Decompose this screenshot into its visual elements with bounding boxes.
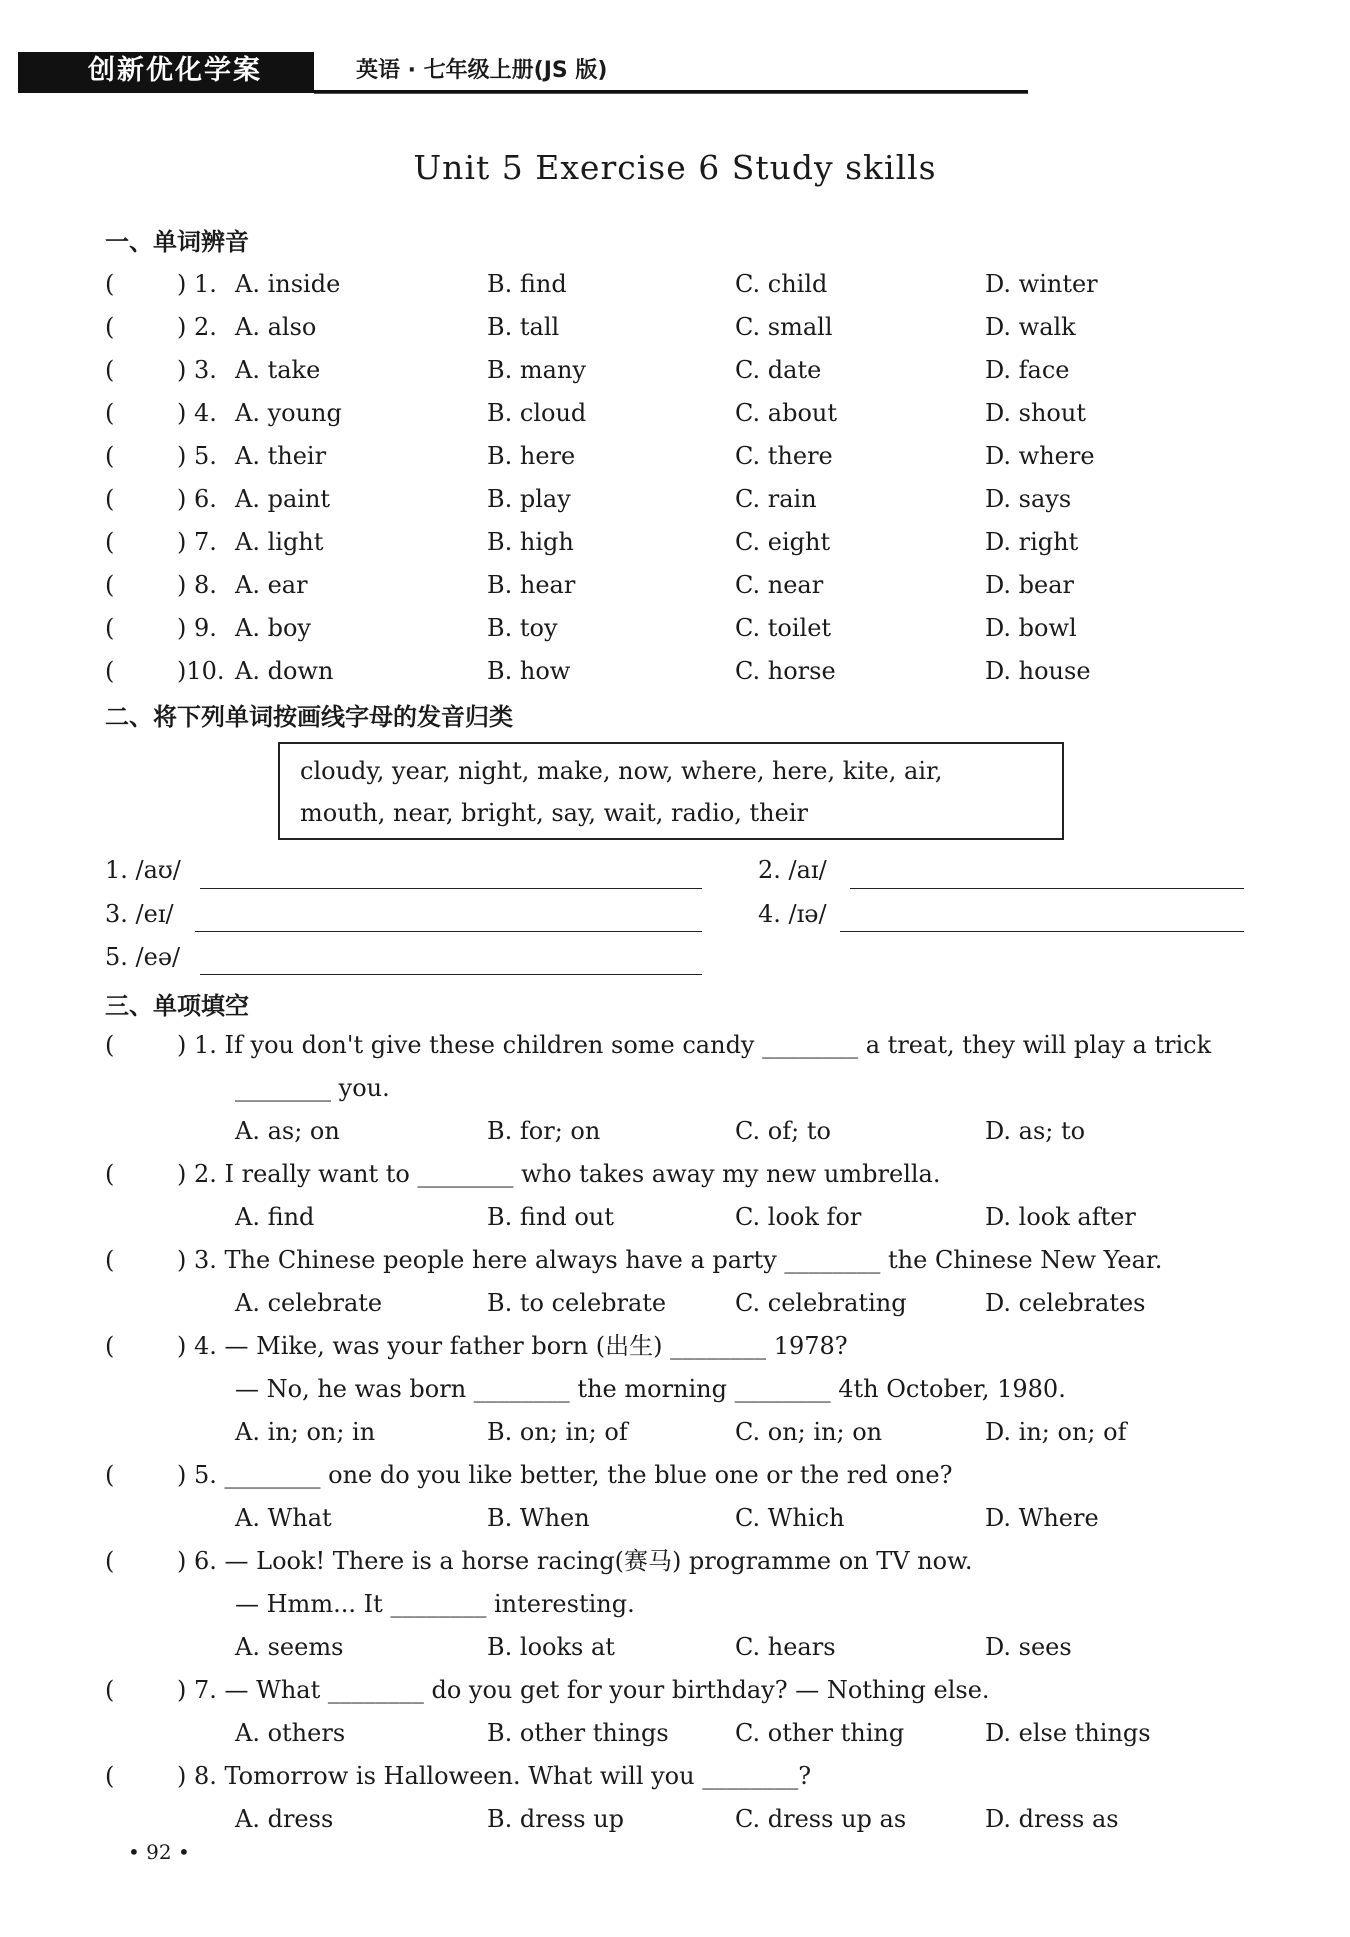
item-number: ) 5.: [177, 442, 217, 470]
option-b: B. how: [487, 657, 571, 685]
option-c: C. rain: [735, 485, 817, 513]
option-b: B. cloud: [487, 399, 587, 427]
phonetic-label-1: 1. /aʊ/: [105, 856, 181, 884]
option-a: A. take: [235, 356, 321, 384]
option-a: A. down: [235, 657, 334, 685]
item-number: ) 3.: [177, 356, 217, 384]
book-subtitle: 英语 · 七年级上册(JS 版): [356, 58, 608, 83]
option-d: D. where: [985, 442, 1095, 470]
item-number: )10.: [177, 657, 225, 685]
header-rule-thin: [314, 93, 1028, 94]
option-a: A. also: [235, 313, 317, 341]
option-d: D. bowl: [985, 614, 1077, 642]
page-number: • 92 •: [128, 1840, 190, 1864]
option-d: D. winter: [985, 270, 1098, 298]
option-b: B. many: [487, 356, 586, 384]
option-b: B. play: [487, 485, 571, 513]
option-d: D. walk: [985, 313, 1076, 341]
option-b: B. high: [487, 528, 574, 556]
answer-paren[interactable]: (: [105, 571, 115, 599]
answer-paren[interactable]: (: [105, 313, 115, 341]
section1-heading: 一、单词辨音: [105, 228, 249, 256]
item-number: ) 8.: [177, 571, 217, 599]
answer-paren[interactable]: (: [105, 399, 115, 427]
item-number: ) 7.: [177, 528, 217, 556]
answer-line-3[interactable]: [195, 931, 702, 932]
word-box-line2: mouth, near, bright, say, wait, radio, their: [300, 799, 808, 827]
option-a: A. young: [235, 399, 342, 427]
answer-paren[interactable]: (: [105, 442, 115, 470]
option-a: A. paint: [235, 485, 331, 513]
option-c: C. horse: [735, 657, 836, 685]
section3-heading: 三、单项填空: [105, 992, 249, 1020]
phonetic-label-3: 3. /eɪ/: [105, 900, 174, 928]
option-d: D. face: [985, 356, 1070, 384]
answer-paren[interactable]: (: [105, 528, 115, 556]
option-d: D. house: [985, 657, 1091, 685]
option-b: B. toy: [487, 614, 558, 642]
option-b: B. tall: [487, 313, 560, 341]
option-c: C. eight: [735, 528, 831, 556]
answer-paren[interactable]: (: [105, 614, 115, 642]
answer-paren[interactable]: (: [105, 485, 115, 513]
answer-paren[interactable]: (: [105, 270, 115, 298]
option-c: C. about: [735, 399, 837, 427]
item-number: ) 2.: [177, 313, 217, 341]
option-c: C. small: [735, 313, 833, 341]
phonetic-label-4: 4. /ɪə/: [758, 900, 827, 928]
option-a: A. boy: [235, 614, 311, 642]
option-d: D. bear: [985, 571, 1074, 599]
option-b: B. here: [487, 442, 576, 470]
option-c: C. there: [735, 442, 833, 470]
item-number: ) 4.: [177, 399, 217, 427]
option-c: C. date: [735, 356, 822, 384]
option-a: A. light: [235, 528, 324, 556]
option-b: B. hear: [487, 571, 576, 599]
word-box-line1: cloudy, year, night, make, now, where, here, kite, air,: [300, 757, 943, 785]
item-number: ) 1.: [177, 270, 217, 298]
section2-heading: 二、将下列单词按画线字母的发音归类: [105, 703, 513, 731]
item-number: ) 9.: [177, 614, 217, 642]
option-c: C. child: [735, 270, 828, 298]
option-b: B. find: [487, 270, 567, 298]
page-title: Unit 5 Exercise 6 Study skills: [413, 148, 937, 187]
option-c: C. near: [735, 571, 824, 599]
phonetic-label-2: 2. /aɪ/: [758, 856, 827, 884]
option-a: A. inside: [235, 270, 341, 298]
option-c: C. toilet: [735, 614, 832, 642]
option-d: D. right: [985, 528, 1079, 556]
answer-line-5[interactable]: [200, 974, 702, 975]
brand-banner: 创新优化学案: [18, 52, 314, 90]
answer-line-4[interactable]: [840, 931, 1244, 932]
answer-paren[interactable]: (: [105, 657, 115, 685]
option-a: A. ear: [235, 571, 308, 599]
option-d: D. shout: [985, 399, 1086, 427]
answer-line-1[interactable]: [200, 888, 702, 889]
answer-line-2[interactable]: [850, 888, 1244, 889]
answer-paren[interactable]: (: [105, 356, 115, 384]
option-a: A. their: [235, 442, 327, 470]
phonetic-label-5: 5. /eə/: [105, 943, 181, 971]
word-box: [278, 742, 1064, 840]
option-d: D. says: [985, 485, 1072, 513]
item-number: ) 6.: [177, 485, 217, 513]
